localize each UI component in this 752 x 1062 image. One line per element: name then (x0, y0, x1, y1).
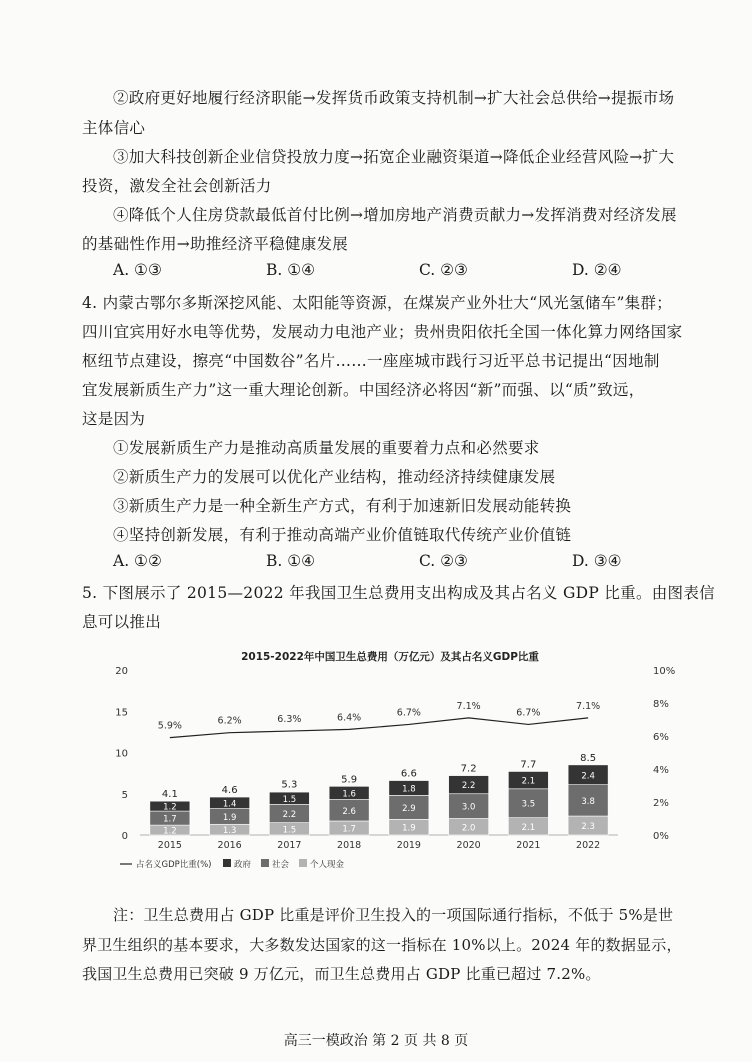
bar-segment-label: 2.1 (521, 822, 536, 833)
gdp-share-label: 7.1% (576, 700, 601, 712)
bar-segment-label: 2.2 (461, 781, 476, 792)
note-line1: 注：卫生总费用占 GDP 比重是评价卫生投入的一项国际通行指标，不低于 5%是世 (113, 906, 674, 924)
legend-label: 社会 (272, 860, 290, 870)
x-tick-label: 2022 (576, 840, 601, 851)
bar-total-label: 4.6 (221, 785, 238, 797)
q4-stem-line1: 4. 内蒙古鄂尔多斯深挖风能、太阳能等资源，在煤炭产业外壮大“风光氢储车”集群； (82, 294, 673, 312)
bar-total-label: 8.5 (580, 752, 597, 764)
x-tick-label: 2019 (396, 840, 421, 851)
gdp-share-label: 6.2% (217, 715, 242, 727)
note-line2: 界卫生组织的基本要求，大多数发达国家的这一指标在 10%以上。2024 年的数据显示， (82, 936, 682, 954)
bar-segment-label: 3.5 (521, 799, 536, 810)
health-expenditure-chart (100, 640, 680, 885)
q4-option-b: B. ①④ (266, 552, 316, 570)
gdp-share-label: 5.9% (157, 720, 182, 732)
q3-item4-line1: ④降低个人住房贷款最低首付比例→增加房地产消费贡献力→发挥消费对经济发展 (113, 206, 677, 224)
legend-label: 占名义GDP比重(%) (136, 860, 212, 870)
y-tick-label: 20 (115, 666, 128, 677)
bar-segment-label: 1.7 (163, 814, 177, 825)
q3-option-c: C. ②③ (419, 261, 468, 279)
q4-option-c: C. ②③ (419, 552, 468, 570)
bar-segment-label: 2.0 (461, 823, 476, 834)
chart-svg (100, 640, 680, 885)
q4-item-2: ②新质生产力的发展可以优化产业结构，推动经济持续健康发展 (113, 468, 556, 486)
q3-item2-line2: 主体信心 (82, 119, 146, 137)
x-tick-label: 2015 (157, 840, 182, 851)
legend-label: 政府 (234, 860, 252, 870)
bar-segment-label: 2.2 (282, 810, 297, 821)
page-footer: 高三一模政治 第 2 页 共 8 页 (283, 1033, 469, 1049)
bar-total-label: 4.1 (161, 789, 178, 801)
q4-stem-line3: 枢纽节点建设，擦亮“中国数谷”名片……一座座城市践行习近平总书记提出“因地制 (82, 352, 660, 370)
q5-stem-line2: 息可以推出 (82, 613, 162, 631)
gdp-share-label: 7.1% (456, 700, 481, 712)
bar-segment-label: 2.6 (342, 806, 356, 817)
bar-segment-label: 1.2 (163, 826, 177, 837)
x-tick-label: 2016 (217, 840, 242, 851)
y-tick-label: 5 (121, 789, 128, 801)
bar-total-label: 5.3 (281, 779, 298, 791)
legend-swatch (223, 859, 231, 867)
bar-segment-label: 2.1 (521, 776, 536, 787)
x-tick-label: 2020 (456, 840, 481, 851)
note-line3: 我国卫生总费用已突破 9 万亿元，而卫生总费用占 GDP 比重已超过 7.2%。 (82, 965, 601, 983)
bar-segment-label: 2.9 (402, 803, 416, 814)
bar-segment-label: 3.0 (461, 802, 476, 813)
bar-total-label: 7.7 (520, 759, 537, 771)
y2-tick-label: 10% (653, 666, 676, 677)
x-tick-label: 2021 (516, 840, 541, 851)
y-tick-label: 10 (115, 748, 128, 760)
q4-stem-line5: 这是因为 (82, 410, 146, 428)
q3-item2-line1: ②政府更好地履行经济职能→发挥货币政策支持机制→扩大社会总供给→提振市场 (113, 89, 675, 107)
bar-segment-label: 1.8 (402, 784, 416, 795)
bar-segment-label: 1.5 (282, 825, 297, 836)
bar-total-label: 5.9 (341, 774, 358, 786)
chart-title: 2015-2022年中国卫生总费用（万亿元）及其占名义GDP比重 (241, 651, 539, 663)
q4-item-4: ④坚持创新发展，有利于推动高端产业价值链取代传统产业价值链 (113, 526, 572, 544)
bar-total-label: 6.6 (400, 768, 417, 780)
gdp-share-label: 6.7% (516, 707, 541, 719)
gdp-share-label: 6.4% (337, 712, 362, 724)
y-tick-label: 15 (115, 707, 128, 719)
q4-option-a: A. ①② (113, 552, 162, 570)
y2-tick-label: 8% (653, 699, 669, 710)
q3-item3-line1: ③加大科技创新企业信贷投放力度→拓宽企业融资渠道→降低企业经营风险→扩大 (113, 148, 675, 166)
bar-segment-label: 1.2 (163, 802, 177, 813)
bar-segment-label: 1.9 (402, 823, 416, 834)
bar-segment-label: 1.3 (222, 826, 237, 837)
q5-stem-line1: 5. 下图展示了 2015—2022 年我国卫生总费用支出构成及其占名义 GDP 比重。由图表信 (82, 584, 715, 602)
y2-tick-label: 4% (653, 765, 669, 776)
q3-item3-line2: 投资，激发全社会创新活力 (82, 177, 272, 195)
legend-label: 个人现金 (310, 860, 345, 870)
y-tick-label: 0 (121, 831, 128, 842)
y2-tick-label: 2% (653, 798, 669, 809)
legend-swatch (261, 859, 269, 867)
q4-stem-line4: 宜发展新质生产力”这一重大理论创新。中国经济必将因“新”而强、以“质”致远， (82, 381, 645, 399)
q4-item-1: ①发展新质生产力是推动高质量发展的重要着力点和必然要求 (113, 439, 540, 457)
q3-option-d: D. ②④ (572, 261, 622, 279)
bar-segment-label: 3.8 (581, 796, 595, 807)
gdp-share-label: 6.7% (396, 707, 421, 719)
bar-segment-label: 2.3 (581, 822, 595, 833)
bar-segment-label: 1.5 (282, 794, 297, 805)
gdp-share-label: 6.3% (277, 714, 302, 726)
legend-swatch (299, 859, 307, 867)
x-tick-label: 2018 (337, 840, 362, 851)
bar-segment-label: 1.9 (222, 812, 237, 823)
bar-total-label: 7.2 (460, 763, 477, 775)
bar-segment-label: 2.4 (581, 771, 595, 782)
y2-tick-label: 6% (653, 732, 669, 743)
y2-tick-label: 0% (653, 831, 669, 842)
q4-item-3: ③新质生产力是一种全新生产方式，有利于加速新旧发展动能转换 (113, 497, 572, 515)
x-tick-label: 2017 (277, 840, 302, 851)
bar-segment-label: 1.4 (222, 799, 237, 810)
q3-option-b: B. ①④ (266, 261, 316, 279)
bar-segment-label: 1.7 (342, 824, 356, 835)
q3-item4-line2: 的基础性作用→助推经济平稳健康发展 (82, 235, 349, 253)
q4-stem-line2: 四川宜宾用好水电等优势，发展动力电池产业；贵州贵阳依托全国一体化算力网络国家 (82, 323, 683, 341)
bar-segment-label: 1.6 (342, 789, 356, 800)
q3-option-a: A. ①③ (113, 261, 162, 279)
q4-option-d: D. ③④ (572, 552, 622, 570)
